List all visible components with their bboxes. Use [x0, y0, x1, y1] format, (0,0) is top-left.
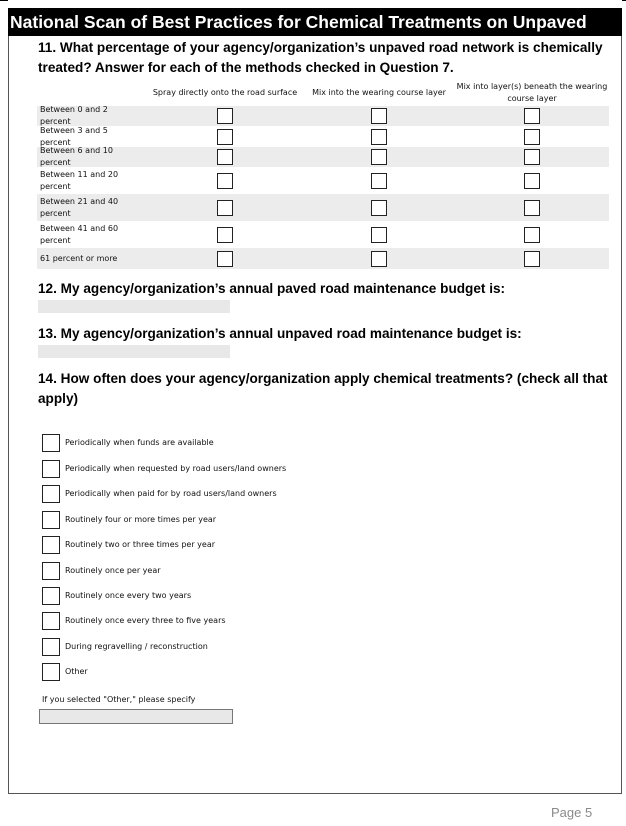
- q11-beneath-checkbox[interactable]: [524, 108, 540, 124]
- q11-beneath-checkbox[interactable]: [524, 149, 540, 165]
- q14-option-label: Routinely once every three to five years: [65, 616, 226, 625]
- q14-option-label: Routinely four or more times per year: [65, 515, 217, 524]
- q11-row-label: Between 3 and 5 percent: [40, 125, 108, 147]
- q11-row-label: 61 percent or more: [40, 253, 118, 263]
- q13-text: 13. My agency/organization’s annual unpaved road maintenance budget is:: [38, 326, 522, 341]
- q11-text-line2: treated? Answer for each of the methods checked in Question 7.: [38, 60, 454, 75]
- q14-option-label: Periodically when requested by road users/land owners: [65, 464, 287, 473]
- q14-option-label: Other: [65, 667, 88, 676]
- q11-wearing-checkbox[interactable]: [371, 227, 387, 243]
- q11-spray-checkbox[interactable]: [217, 173, 233, 189]
- q11-wearing-checkbox[interactable]: [371, 173, 387, 189]
- survey-title: National Scan of Best Practices for Chemical Treatments on Unpaved: [8, 8, 622, 36]
- q11-row-41-60: [37, 221, 609, 248]
- q14-option-checkbox[interactable]: [42, 485, 60, 503]
- q11-column-header-wearing: Mix into the wearing course layer: [312, 88, 446, 97]
- q14-option-label: Routinely two or three times per year: [65, 540, 216, 549]
- q11-wearing-checkbox[interactable]: [371, 149, 387, 165]
- q11-wearing-checkbox[interactable]: [371, 108, 387, 124]
- q11-wearing-checkbox[interactable]: [371, 251, 387, 267]
- q11-spray-checkbox[interactable]: [217, 108, 233, 124]
- q11-beneath-checkbox[interactable]: [524, 251, 540, 267]
- q11-spray-checkbox[interactable]: [217, 200, 233, 216]
- q11-column-header-beneath: Mix into layer(s) beneath the wearing course layer: [456, 82, 608, 103]
- q11-beneath-checkbox[interactable]: [524, 129, 540, 145]
- q14-option-label: Routinely once per year: [65, 566, 161, 575]
- q14-text-line2: apply): [38, 391, 79, 406]
- q14-option-checkbox[interactable]: [42, 562, 60, 580]
- corner-mark-right: [622, 0, 626, 1]
- q11-row-label: Between 11 and 20 percent: [40, 169, 119, 191]
- q14-option-label: Routinely once every two years: [65, 591, 192, 600]
- q11-row-label: Between 21 and 40 percent: [40, 196, 119, 218]
- q12-text: 12. My agency/organization’s annual paved road maintenance budget is:: [38, 281, 506, 296]
- q14-other-specify-field[interactable]: [39, 709, 233, 724]
- q14-option-checkbox[interactable]: [42, 460, 60, 478]
- q14-option-checkbox[interactable]: [42, 434, 60, 452]
- q11-row-0-2: [37, 106, 609, 126]
- q14-option-checkbox[interactable]: [42, 612, 60, 630]
- q11-spray-checkbox[interactable]: [217, 149, 233, 165]
- q12-budget-field[interactable]: [38, 300, 230, 313]
- q14-option-checkbox[interactable]: [42, 638, 60, 656]
- q14-option-label: During regravelling / reconstruction: [65, 642, 208, 651]
- q11-column-header-spray: Spray directly onto the road surface: [152, 88, 298, 97]
- q14-option-label: Periodically when paid for by road users/land owners: [65, 489, 277, 498]
- q14-option-checkbox[interactable]: [42, 663, 60, 681]
- q14-other-specify-label: If you selected "Other," please specify: [42, 695, 196, 704]
- q11-row-label: Between 0 and 2 percent: [40, 105, 108, 126]
- q11-row-label: Between 41 and 60 percent: [40, 223, 119, 245]
- q11-row-11-20: [37, 167, 609, 194]
- q11-spray-checkbox[interactable]: [217, 251, 233, 267]
- q14-option-checkbox[interactable]: [42, 536, 60, 554]
- q11-wearing-checkbox[interactable]: [371, 129, 387, 145]
- q13-budget-field[interactable]: [38, 345, 230, 358]
- q11-spray-checkbox[interactable]: [217, 129, 233, 145]
- q11-beneath-checkbox[interactable]: [524, 173, 540, 189]
- q11-beneath-checkbox[interactable]: [524, 200, 540, 216]
- q11-wearing-checkbox[interactable]: [371, 200, 387, 216]
- q11-row-3-5: [37, 126, 609, 147]
- q14-option-label: Periodically when funds are available: [65, 438, 214, 447]
- q14-option-checkbox[interactable]: [42, 511, 60, 529]
- q11-row-21-40: [37, 194, 609, 221]
- q11-spray-checkbox[interactable]: [217, 227, 233, 243]
- q11-beneath-checkbox[interactable]: [524, 227, 540, 243]
- q14-text-line1: 14. How often does your agency/organization apply chemical treatments? (check all that: [38, 371, 608, 386]
- q14-option-checkbox[interactable]: [42, 587, 60, 605]
- corner-mark-left: [0, 0, 8, 1]
- q11-row-61-plus: [37, 248, 609, 269]
- q11-text-line1: 11. What percentage of your agency/organization’s unpaved road network is chemically: [38, 40, 603, 55]
- page-number: Page 5: [551, 805, 593, 820]
- q11-row-label: Between 6 and 10 percent: [40, 146, 113, 167]
- q11-row-6-10: [37, 147, 609, 167]
